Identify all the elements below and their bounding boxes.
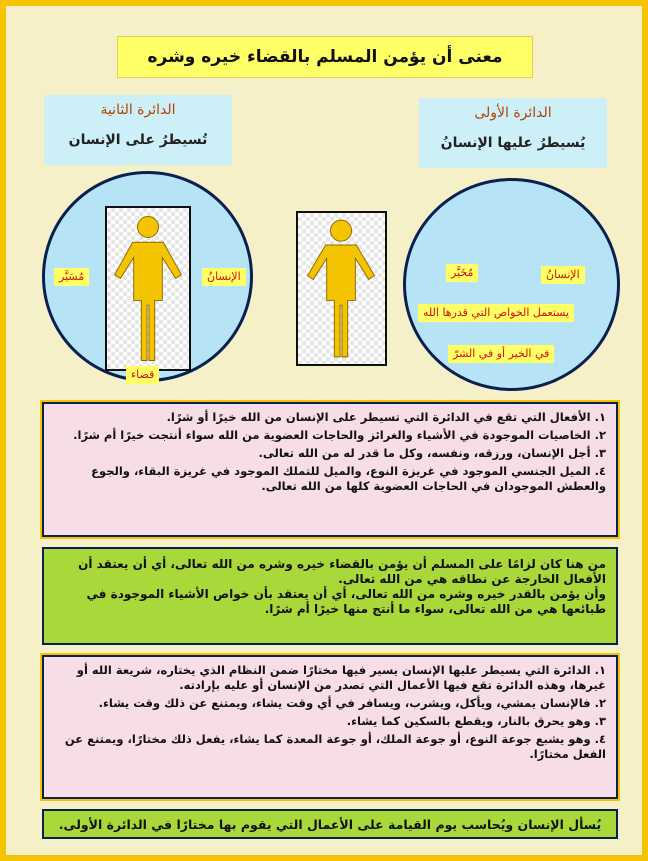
tag-human-first: الإنسانُ bbox=[541, 266, 585, 284]
accountability-note: يُسأل الإنسان ويُحاسب يوم القيامة على الأعمال التي يقوم بها مختارًا في الدائرة الأولى. bbox=[42, 809, 618, 839]
panel-first-circle-facts bbox=[42, 655, 618, 799]
person-figure-controlled bbox=[105, 206, 191, 371]
tag-human-second: الإنسانُ bbox=[202, 268, 246, 286]
tag-compelled: مُسَيَّر bbox=[54, 268, 89, 286]
conclusion-decree-text: من هنا كان لزامًا على المسلم أن يؤمن بالقضاء خيره وشره من الله تعالى، أي أن يعتقد أن الأفعال الخارجة عن نطاقه هي من الله تعالى. bbox=[78, 557, 606, 586]
circle-second-subtitle: تُسيطرُ على الإنسان bbox=[68, 132, 208, 148]
list-item: ٤. الميل الجنسي الموجود في غريزة النوع، والميل للتملك الموجود في غريزة البقاء، والجوع والعطش الموجودان في الحاجات العضوية كلها من الله تعالى. bbox=[91, 464, 606, 493]
circle-first-subtitle: يُسيطرُ عليها الإنسانُ bbox=[440, 135, 586, 151]
list-item: ١. الدائرة التي يسيطر عليها الإنسان يسير فيها مختارًا ضمن النظام الذي يختاره، شريعة الله أو غيرها، وهذه الدائرة تقع فيها الأعمال التي تصدر من الإنسان أو عليه بإرادته. bbox=[76, 663, 606, 692]
list-item: ٣. وهو يحرق بالنار، ويقطع بالسكين كما يشاء. bbox=[346, 714, 606, 728]
tag-decree: قضاء bbox=[126, 366, 159, 384]
list-item: ٣. أجل الإنسان، ورزقه، ونفسه، وكل ما قدر له من الله تعالى. bbox=[258, 446, 606, 460]
circle-second-header bbox=[44, 95, 232, 165]
page-title: معنى أن يؤمن المسلم بالقضاء خيره وشره bbox=[117, 36, 533, 78]
person-icon bbox=[298, 213, 385, 364]
person-figure-middle bbox=[296, 211, 387, 366]
list-item: ١. الأفعال التي تقع في الدائرة التي تسيطر على الإنسان من الله خيرًا أو شرًا. bbox=[166, 410, 606, 424]
circle-first-title: الدائرة الأولى bbox=[474, 105, 552, 121]
tag-properties: يستعمل الخواص التي قدرها الله bbox=[418, 304, 574, 322]
conclusion-destiny-text: وأن يؤمن بالقدر خيره وشره من الله تعالى، أي أن يعتقد بأن خواص الأشياء الموجودة في طبائعها هي من الله تعالى، سواء ما أنتج منها خيرًا أم شرًا. bbox=[86, 587, 606, 616]
circle-first-header bbox=[419, 98, 607, 168]
panel-second-circle-facts bbox=[42, 402, 618, 537]
tag-good-evil: في الخير أو في الشرّ bbox=[448, 345, 554, 363]
list-item: ٤. وهو يشبع جوعة النوع، أو جوعة الملك، أو جوعة المعدة كما يشاء، يفعل ذلك مختارًا، ويمتنع عن الفعل مختارًا. bbox=[64, 732, 606, 761]
list-item: ٢. الخاصيات الموجودة في الأشياء والغرائز والحاجات العضوية من الله سواء أنتجت خيرًا أم شرًا. bbox=[73, 428, 606, 442]
person-icon bbox=[107, 208, 189, 369]
circle-second-title: الدائرة الثانية bbox=[100, 102, 176, 118]
list-item: ٢. فالإنسان يمشي، ويأكل، ويشرب، ويسافر في أي وقت يشاء، ويمتنع عن ذلك وقت يشاء. bbox=[98, 696, 606, 710]
panel-conclusion bbox=[42, 547, 618, 645]
tag-choice: مُخَيَّر bbox=[446, 264, 478, 282]
